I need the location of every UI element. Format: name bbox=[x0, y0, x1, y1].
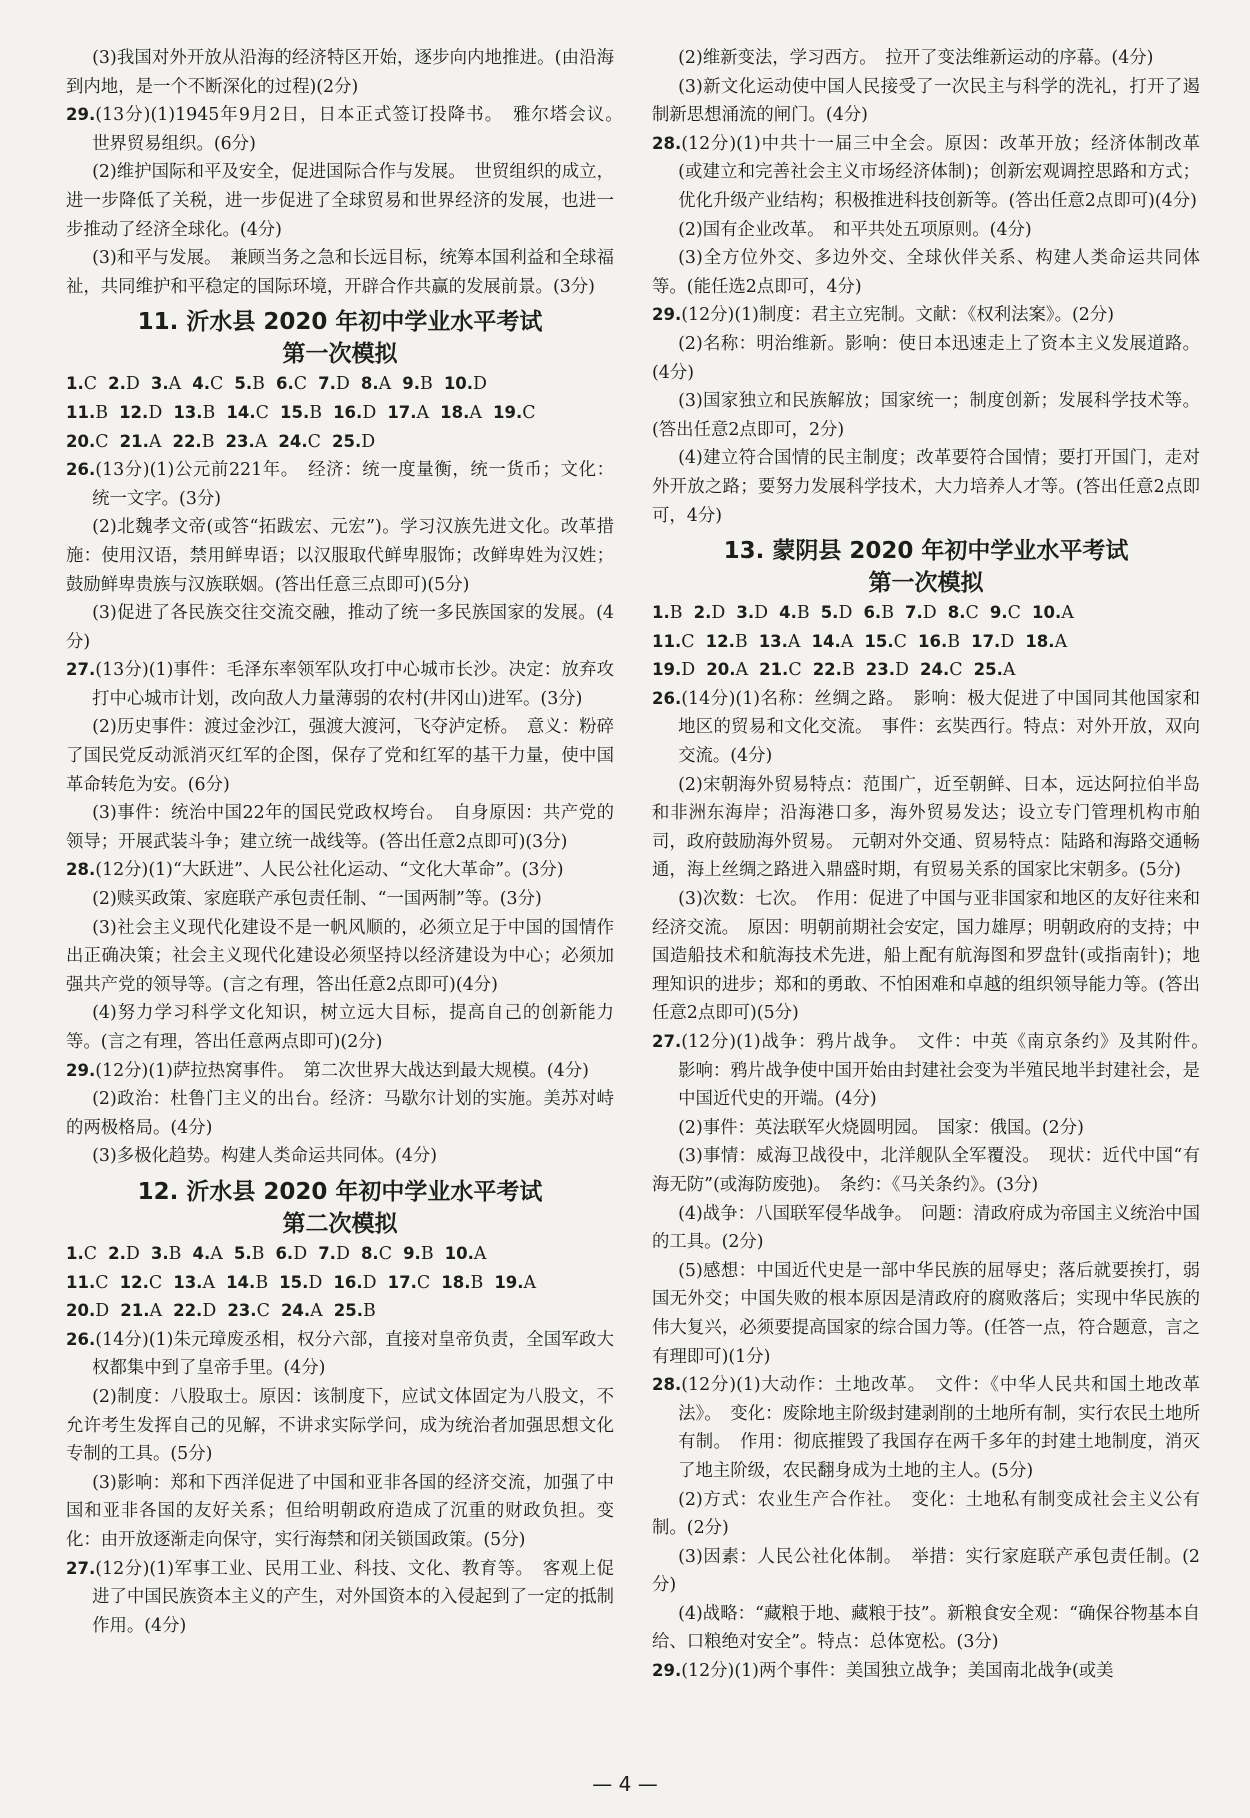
answer-letter: D bbox=[95, 1301, 121, 1322]
answer-number: 18. bbox=[441, 1272, 471, 1292]
answer-number: 9. bbox=[989, 603, 1008, 623]
answer-text: (3)促进了各民族交往交流交融，推动了统一多民族国家的发展。(4分) bbox=[66, 603, 614, 652]
question-27 bbox=[66, 656, 614, 713]
answer-letter: D bbox=[711, 603, 737, 624]
question-number: 26. bbox=[652, 688, 682, 708]
answer-number: 3. bbox=[736, 603, 755, 623]
answer-letter: C bbox=[416, 1272, 442, 1293]
answer-letter: A bbox=[1061, 603, 1074, 624]
answer-number: 15. bbox=[864, 631, 894, 651]
question-26 bbox=[652, 685, 1200, 771]
answer-text: (3)次数：七次。 作用：促进了中国与亚非国家和地区的友好往来和经济交流。 原因：明朝前期社会安定，国力雄厚；明朝政府的支持；中国造船技术和航海技术先进，船上配有航海图和罗盘针(或指南针)；地理知识的进步；郑和的勇敢、不怕困难和卓越的组织领导能力等。(答出任意2点即可)(5分) bbox=[652, 889, 1200, 1024]
section-subtitle: 第二次模拟 bbox=[282, 1210, 398, 1237]
answer-text: (14分)(1)朱元璋废丞相，权分六部，直接对皇帝负责，全国军政大权都集中到了皇帝手里。(4分) bbox=[92, 1329, 614, 1379]
answer-number: 19. bbox=[494, 1272, 524, 1292]
answer-number: 12. bbox=[119, 1272, 149, 1292]
answer-letter: D bbox=[293, 1243, 319, 1264]
answer-letter: C bbox=[378, 1243, 404, 1264]
answer-number: 6. bbox=[863, 603, 882, 623]
question-29 bbox=[652, 301, 1200, 330]
paragraph: (3)我国对外开放从沿海的经济特区开始，逐步向内地推进。(由沿海到内地，是一个不断深化的过程)(2分) bbox=[66, 48, 614, 97]
answer-letter: A bbox=[735, 660, 760, 681]
answer-text: (4)战略：“藏粮于地、藏粮于技”。新粮食安全观：“确保谷物基本自给、口粮绝对安全”。特点：总体宽松。(3分) bbox=[652, 1603, 1200, 1653]
answer-row bbox=[66, 399, 614, 428]
question-number: 29. bbox=[652, 1661, 682, 1681]
answer-text: (13分)(1)1945年9月2日，日本正式签订投降书。 雅尔塔会议。 世界贸易组织。(6分) bbox=[92, 105, 632, 154]
answer-letter: D bbox=[362, 402, 388, 423]
answer-letter: A bbox=[416, 402, 441, 423]
question-26 bbox=[66, 1326, 614, 1383]
answer-row bbox=[66, 1297, 614, 1326]
question-26 bbox=[66, 456, 614, 513]
answer-number: 8. bbox=[360, 374, 379, 394]
answer-text: (2)国有企业改革。 和平共处五项原则。(4分) bbox=[678, 219, 1032, 240]
answer-text: (2)赎买政策、家庭联产承包责任制、“一国两制”等。(3分) bbox=[92, 889, 542, 910]
answer-letter: D bbox=[335, 374, 361, 395]
answer-text: (2)事件：英法联军火烧圆明园。 国家：俄国。(2分) bbox=[678, 1117, 1084, 1138]
answer-text: (3)多极化趋势。构建人类命运共同体。(4分) bbox=[92, 1146, 438, 1167]
answer-letter: B bbox=[947, 631, 972, 652]
question-29 bbox=[652, 1657, 1200, 1686]
answer-number: 3. bbox=[150, 1243, 169, 1263]
answer-letter: C bbox=[681, 631, 706, 652]
question-number: 28. bbox=[652, 1375, 682, 1395]
answer-number: 23. bbox=[865, 660, 896, 680]
answer-text: (2)制度：八股取士。原因：该制度下，应试文体固定为八股文，不允许考生发挥自己的见解，不讲求实际学问，成为统治者加强思想文化专制的工具。(5分) bbox=[66, 1386, 614, 1465]
answer-number: 2. bbox=[108, 374, 126, 394]
answer-number: 14. bbox=[226, 402, 256, 422]
section-title: 12. 沂水县 2020 年初中学业水平考试 bbox=[137, 1178, 543, 1205]
question-number: 27. bbox=[66, 660, 96, 680]
answer-number: 9. bbox=[403, 1243, 421, 1263]
answer-letter: B bbox=[669, 603, 694, 624]
answer-letter: D bbox=[125, 374, 151, 395]
answer-number: 11. bbox=[66, 402, 96, 422]
answer-text: (12分)(1)“大跃进”、人民公社化运动、“文化大革命”。(3分) bbox=[95, 860, 564, 881]
answer-letter: A bbox=[168, 374, 193, 395]
question-29 bbox=[66, 1057, 614, 1086]
answer-letter: D bbox=[1000, 631, 1026, 652]
answer-letter: B bbox=[252, 374, 276, 395]
question-number: 28. bbox=[66, 860, 96, 880]
question-number: 29. bbox=[66, 1060, 96, 1080]
answer-letter: D bbox=[202, 1301, 228, 1322]
question-number: 26. bbox=[66, 460, 96, 480]
answer-letter: B bbox=[255, 1272, 280, 1293]
answer-text: (3)国家独立和民族解放；国家统一；制度创新；发展科学技术等。(答出任意2点即可，2分) bbox=[652, 391, 1200, 440]
question-28 bbox=[652, 1371, 1200, 1485]
answer-letter: A bbox=[148, 431, 173, 452]
answer-text: (2)政治：杜鲁门主义的出台。经济：马歇尔计划的实施。美苏对峙的两极格局。(4分) bbox=[66, 1089, 614, 1138]
answer-text: (14分)(1)名称：丝绸之路。 影响：极大促进了中国同其他国家和地区的贸易和文化交流。 事件：玄奘西行。特点：对外开放，双向交流。(4分) bbox=[678, 688, 1200, 767]
question-number: 28. bbox=[652, 133, 682, 153]
answer-number: 11. bbox=[652, 631, 682, 651]
answer-text: (13分)(1)公元前221年。 经济：统一度量衡，统一货币；文化：统一文字。(3分) bbox=[92, 460, 614, 509]
answer-number: 7. bbox=[905, 603, 923, 623]
answer-number: 9. bbox=[402, 374, 420, 394]
right-column bbox=[652, 44, 1218, 1686]
answer-letter: A bbox=[378, 374, 403, 395]
answer-number: 5. bbox=[234, 374, 253, 394]
answer-letter: B bbox=[470, 1272, 495, 1293]
answer-number: 13. bbox=[173, 402, 203, 422]
answer-number: 15. bbox=[280, 402, 310, 422]
answer-number: 18. bbox=[1025, 631, 1055, 651]
answer-number: 4. bbox=[779, 603, 797, 623]
answer-letter: D bbox=[754, 603, 780, 624]
answer-text: (12分)(1)制度：君主立宪制。文献：《权利法案》。(2分) bbox=[681, 305, 1115, 326]
answer-letter: B bbox=[881, 603, 906, 624]
answer-number: 20. bbox=[706, 660, 736, 680]
answer-number: 1. bbox=[66, 1243, 84, 1263]
answer-number: 5. bbox=[820, 603, 839, 623]
answer-letter: A bbox=[469, 402, 494, 423]
answer-letter: B bbox=[796, 603, 821, 624]
question-number: 29. bbox=[66, 105, 96, 125]
answer-number: 19. bbox=[652, 660, 682, 680]
answer-number: 5. bbox=[233, 1243, 252, 1263]
choice-answers bbox=[66, 370, 614, 456]
answer-letter: C bbox=[255, 402, 280, 423]
answer-number: 23. bbox=[227, 1301, 257, 1321]
answer-letter: B bbox=[168, 1243, 193, 1264]
answer-letter: D bbox=[681, 660, 707, 681]
choice-answers bbox=[66, 1240, 614, 1326]
answer-letter: D bbox=[473, 374, 487, 395]
answer-number: 13. bbox=[758, 631, 788, 651]
answer-letter: D bbox=[308, 1272, 334, 1293]
left-column bbox=[66, 44, 632, 1640]
answer-letter: D bbox=[895, 660, 921, 681]
question-27 bbox=[652, 1028, 1218, 1114]
answer-number: 14. bbox=[811, 631, 841, 651]
answer-number: 4. bbox=[192, 374, 210, 394]
answer-number: 22. bbox=[172, 431, 202, 451]
answer-letter: C bbox=[210, 374, 235, 395]
answer-letter: A bbox=[1002, 660, 1016, 681]
answer-letter: B bbox=[95, 402, 120, 423]
answer-text: (2)名称：明治维新。影响：使日本迅速走上了资本主义发展道路。(4分) bbox=[652, 333, 1200, 383]
answer-number: 10. bbox=[443, 374, 474, 394]
answer-number: 16. bbox=[333, 402, 363, 422]
answer-number: 3. bbox=[150, 374, 169, 394]
answer-number: 7. bbox=[318, 374, 336, 394]
answer-letter: C bbox=[1007, 603, 1033, 624]
answer-letter: C bbox=[83, 374, 109, 395]
answer-number: 14. bbox=[226, 1272, 256, 1292]
question-28 bbox=[66, 856, 614, 885]
answer-letter: B bbox=[363, 1301, 376, 1322]
answer-letter: C bbox=[95, 1272, 120, 1293]
answer-number: 1. bbox=[66, 374, 84, 394]
answer-number: 11. bbox=[66, 1272, 96, 1292]
answer-text: (12分)(1)中共十一届三中全会。原因：改革开放；经济体制改革(或建立和完善社会主义市场经济体制)；创新宏观调控思路和方式；优化升级产业结构；积极推进科技创新等。(答出任意2点即可)(4分) bbox=[678, 133, 1200, 211]
section-title: 13. 蒙阴县 2020 年初中学业水平考试 bbox=[723, 538, 1129, 565]
answer-number: 7. bbox=[318, 1243, 336, 1263]
answer-number: 17. bbox=[971, 631, 1001, 651]
answer-letter: C bbox=[307, 431, 333, 452]
answer-number: 22. bbox=[173, 1301, 203, 1321]
answer-text: (12分)(1)军事工业、民用工业、科技、文化、教育等。 客观上促进了中国民族资本主义的产生，对外国资本的入侵起到了一定的抵制作用。(4分) bbox=[92, 1558, 614, 1636]
answer-text: (2)历史事件：渡过金沙江，强渡大渡河，飞夺泸定桥。 意义：粉碎了国民党反动派消灭红军的企图，保存了党和红军的基干力量，使中国革命转危为安。(6分) bbox=[66, 717, 614, 795]
answer-text: (12分)(1)两个事件：美国独立战争；美国南北战争(或美 bbox=[681, 1661, 1114, 1682]
answer-letter: A bbox=[1054, 631, 1068, 652]
answer-letter: A bbox=[473, 1243, 487, 1264]
answer-letter: B bbox=[734, 631, 759, 652]
answer-number: 16. bbox=[333, 1272, 363, 1292]
answer-row bbox=[66, 428, 614, 457]
answer-number: 21. bbox=[759, 660, 789, 680]
answer-text: (2)宋朝海外贸易特点：范围广，近至朝鲜、日本，远达阿拉伯半岛和非洲东海岸；沿海港口多，海外贸易发达；设立专门管理机构市舶司，政府鼓励海外贸易。 元朝对外交通、贸易特点：陆路和海路交通畅通，海上丝绸之路进入鼎盛时期，有贸易关系的国家比宋朝多。(5分) bbox=[652, 774, 1200, 881]
answer-letter: A bbox=[787, 631, 812, 652]
answer-letter: D bbox=[125, 1243, 151, 1264]
answer-text: (2)北魏孝文帝(或答“拓跋宏、元宏”)。学习汉族先进文化。改革措施：使用汉语，禁用鲜卑语；以汉服取代鲜卑服饰；改鲜卑姓为汉姓；鼓励鲜卑贵族与汉族联姻。(答出任意三点即可)(5分) bbox=[66, 517, 614, 595]
answer-number: 25. bbox=[333, 1301, 364, 1321]
answer-number: 19. bbox=[493, 402, 523, 422]
answer-text: (12分)(1)萨拉热窝事件。 第二次世界大战达到最大规模。(4分) bbox=[95, 1060, 589, 1081]
answer-letter: A bbox=[523, 1272, 537, 1293]
answer-letter: A bbox=[149, 1301, 174, 1322]
answer-letter: B bbox=[201, 431, 226, 452]
answer-text: (3)影响：郑和下西洋促进了中国和亚非各国的经济交流，加强了中国和亚非各国的友好关系；但给明朝政府造成了沉重的财政负担。变化：由开放逐渐走向保守，实行海禁和闭关锁国政策。(5分) bbox=[66, 1472, 614, 1550]
answer-letter: C bbox=[95, 431, 120, 452]
answer-text: (4)建立符合国情的民主制度；改革要符合国情；要打开国门，走对外开放之路；要努力发展科学技术，大力培养人才等。(答出任意2点即可，4分) bbox=[652, 448, 1200, 526]
answer-letter: B bbox=[841, 660, 866, 681]
answer-number: 20. bbox=[66, 1301, 96, 1321]
answer-row bbox=[652, 628, 1200, 657]
answer-letter: B bbox=[251, 1243, 276, 1264]
answer-number: 16. bbox=[918, 631, 948, 651]
answer-number: 24. bbox=[920, 660, 950, 680]
page-number: — 4 — bbox=[592, 1772, 658, 1796]
answer-text: (2)方式：农业生产合作社。 变化：土地私有制变成社会主义公有制。(2分) bbox=[652, 1489, 1200, 1539]
answer-number: 4. bbox=[192, 1243, 211, 1263]
answer-number: 18. bbox=[440, 402, 470, 422]
answer-letter: C bbox=[965, 603, 990, 624]
section-title: 11. 沂水县 2020 年初中学业水平考试 bbox=[137, 309, 543, 336]
answer-number: 15. bbox=[279, 1272, 309, 1292]
answer-number: 1. bbox=[652, 603, 670, 623]
answer-letter: D bbox=[922, 603, 948, 624]
answer-letter: A bbox=[254, 431, 279, 452]
answer-number: 10. bbox=[1032, 603, 1062, 623]
answer-text: (12分)(1)大动作：土地改革。 文件：《中华人民共和国土地改革法》。 变化：废除地主阶级封建剥削的土地所有制，实行农民土地所有制。 作用：彻底摧毁了我国存在两千多年的封建土地制度，消灭了地主阶级，农民翻身成为土地的主人。(5分) bbox=[678, 1375, 1200, 1481]
answer-number: 23. bbox=[225, 431, 255, 451]
answer-row bbox=[66, 1240, 614, 1269]
answer-row bbox=[652, 656, 1200, 685]
answer-number: 22. bbox=[812, 660, 842, 680]
answer-number: 2. bbox=[693, 603, 712, 623]
answer-text: (3)全方位外交、多边外交、全球伙伴关系、构建人类命运共同体等。(能任选2点即可，4分) bbox=[652, 248, 1200, 297]
answer-number: 24. bbox=[278, 431, 308, 451]
answer-number: 24. bbox=[280, 1301, 311, 1321]
question-27 bbox=[66, 1555, 614, 1641]
answer-letter: D bbox=[838, 603, 864, 624]
answer-number: 6. bbox=[275, 1243, 294, 1263]
answer-number: 17. bbox=[387, 402, 417, 422]
section-subtitle: 第一次模拟 bbox=[282, 341, 398, 368]
answer-number: 8. bbox=[360, 1243, 379, 1263]
answer-row bbox=[652, 599, 1200, 628]
answer-row bbox=[66, 1269, 614, 1298]
answer-letter: B bbox=[419, 374, 444, 395]
section-subtitle: 第一次模拟 bbox=[868, 570, 984, 597]
answer-letter: C bbox=[949, 660, 974, 681]
answer-letter: B bbox=[202, 402, 227, 423]
answer-text: (5)感想：中国近代史是一部中华民族的屈辱史；落后就要挨打，弱国无外交；中国失败的根本原因是清政府的腐败落后；实现中华民族的伟大复兴，必须要提高国家的综合国力等。(任答一点，符合题意，言之有理即可)(1分) bbox=[652, 1260, 1200, 1367]
answer-number: 8. bbox=[947, 603, 966, 623]
answer-letter: B bbox=[309, 402, 334, 423]
question-number: 27. bbox=[66, 1558, 96, 1578]
answer-number: 10. bbox=[444, 1243, 474, 1263]
question-number: 29. bbox=[652, 305, 682, 325]
answer-number: 12. bbox=[705, 631, 735, 651]
answer-text: (3)社会主义现代化建设不是一帆风顺的，必须立足于中国的国情作出正确决策；社会主义现代化建设必须坚持以经济建设为中心；必须加强共产党的领导等。(言之有理，答出任意2点即可)(4分) bbox=[66, 917, 614, 995]
answer-text: (3)新文化运动使中国人民接受了一次民主与科学的洗礼，打开了遏制新思想涌流的闸门。(4分) bbox=[652, 76, 1200, 126]
answer-number: 13. bbox=[173, 1272, 203, 1292]
choice-answers bbox=[652, 599, 1200, 685]
answer-number: 25. bbox=[973, 660, 1003, 680]
question-29 bbox=[66, 101, 632, 158]
answer-letter: C bbox=[256, 1301, 281, 1322]
answer-text: (2)维新变法，学习西方。 拉开了变法维新运动的序幕。(4分) bbox=[678, 48, 1154, 68]
answer-text: (4)战争：八国联军侵华战争。 问题：清政府成为帝国主义统治中国的工具。(2分) bbox=[652, 1203, 1200, 1253]
answer-letter: D bbox=[362, 1272, 388, 1293]
answer-text: (3)和平与发展。 兼顾当务之急和长远目标，统筹本国利益和全球福祉，共同维护和平稳定的国际环境，开辟合作共赢的发展前景。(3分) bbox=[66, 248, 614, 297]
answer-number: 25. bbox=[332, 431, 362, 451]
answer-row bbox=[66, 370, 614, 399]
answer-number: 12. bbox=[119, 402, 149, 422]
answer-letter: C bbox=[148, 1272, 174, 1293]
answer-letter: C bbox=[788, 660, 813, 681]
answer-text: (4)努力学习科学文化知识，树立远大目标，提高自己的创新能力等。(言之有理，答出任意两点即可)(2分) bbox=[66, 1003, 614, 1052]
answer-text: (3)事情：威海卫战役中，北洋舰队全军覆没。 现状：近代中国“有海无防”(或海防废弛)。 条约：《马关条约》。(3分) bbox=[652, 1146, 1200, 1195]
answer-letter: A bbox=[310, 1301, 334, 1322]
question-28 bbox=[652, 130, 1200, 216]
answer-letter: B bbox=[420, 1243, 445, 1264]
answer-text: (2)维护国际和平及安全，促进国际合作与发展。 世贸组织的成立，进一步降低了关税，进一步促进了全球贸易和世界经济的发展，也进一步推动了经济全球化。(4分) bbox=[66, 162, 614, 240]
answer-letter: C bbox=[522, 402, 536, 423]
answer-text: (12分)(1)战争：鸦片战争。 文件：中英《南京条约》及其附件。 影响：鸦片战争使中国开始由封建社会变为半殖民地半封建社会，是中国近代史的开端。(4分) bbox=[678, 1032, 1218, 1110]
answer-letter: C bbox=[293, 374, 319, 395]
question-number: 27. bbox=[652, 1032, 682, 1051]
question-number: 26. bbox=[66, 1329, 96, 1349]
answer-letter: D bbox=[148, 402, 174, 423]
answer-letter: D bbox=[335, 1243, 361, 1264]
answer-letter: D bbox=[361, 431, 376, 452]
answer-letter: C bbox=[893, 631, 919, 652]
answer-number: 21. bbox=[120, 1301, 150, 1321]
answer-number: 2. bbox=[108, 1243, 126, 1263]
answer-number: 21. bbox=[119, 431, 149, 451]
answer-number: 17. bbox=[387, 1272, 417, 1292]
answer-letter: C bbox=[83, 1243, 109, 1264]
answer-text: (3)因素：人民公社化体制。 举措：实行家庭联产承包责任制。(2分) bbox=[652, 1546, 1200, 1596]
answer-text: (13分)(1)事件：毛泽东率领军队攻打中心城市长沙。决定：放弃攻打中心城市计划，改向敌人力量薄弱的农村(井冈山)进军。(3分) bbox=[92, 660, 614, 709]
answer-letter: A bbox=[210, 1243, 234, 1264]
answer-number: 20. bbox=[66, 431, 96, 451]
answer-text: (3)事件：统治中国22年的国民党政权垮台。 自身原因：共产党的领导；开展武装斗争；建立统一战线等。(答出任意2点即可)(3分) bbox=[66, 803, 614, 852]
answer-letter: A bbox=[202, 1272, 227, 1293]
answer-number: 6. bbox=[275, 374, 294, 394]
answer-letter: A bbox=[840, 631, 865, 652]
